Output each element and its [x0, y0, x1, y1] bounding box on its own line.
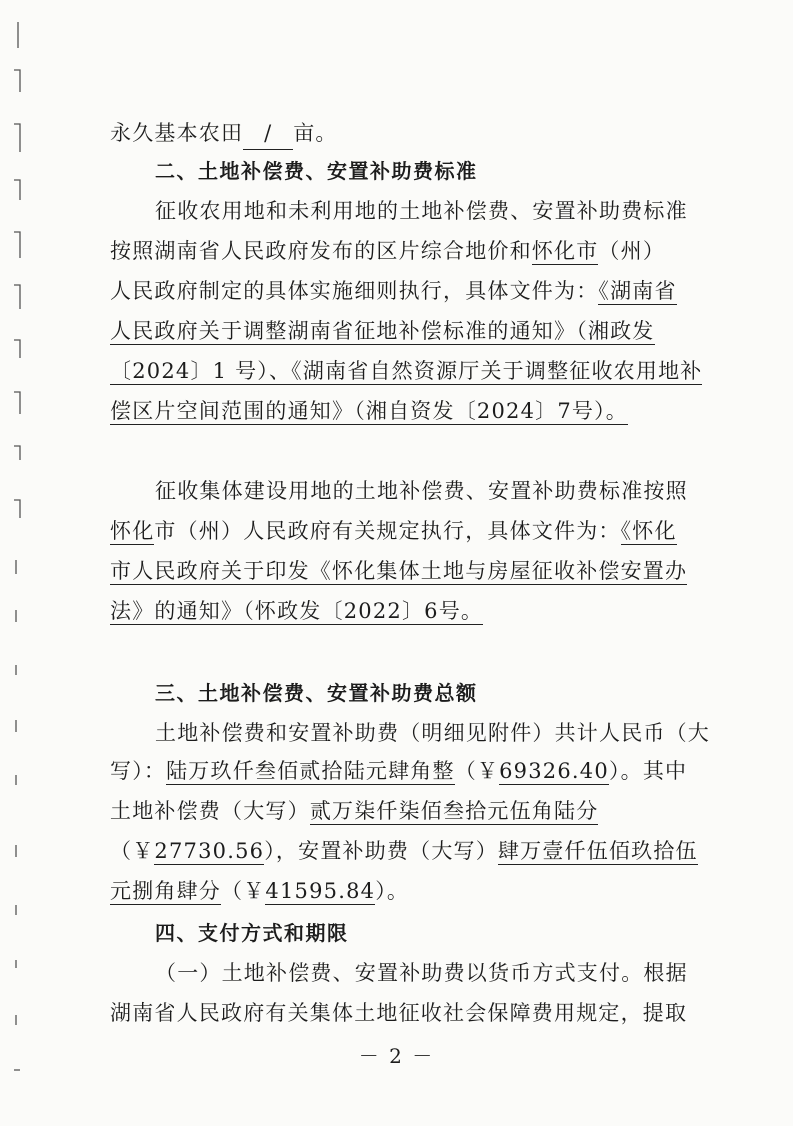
underlined-text: 《湖南省: [598, 279, 677, 303]
binding-marks-graphic: [0, 0, 40, 1122]
text-segment: （州）: [598, 239, 666, 263]
underlined-text: 人民政府关于调整湖南省征地补偿标准的通知》（湘政发: [110, 319, 655, 343]
underlined-text: 怀化: [110, 519, 155, 543]
text-line: [110, 118, 338, 148]
text-line: [110, 236, 665, 266]
text-segment: （￥: [110, 839, 155, 863]
text-segment: 土地补偿费（大写）: [110, 799, 310, 823]
amount-in-words: 元捌角肆分: [110, 879, 221, 903]
text-segment: 市（州）人民政府有关规定执行，具体文件为：: [154, 519, 621, 543]
section-heading: 三、土地补偿费、安置补助费总额: [155, 681, 478, 705]
text-segment: ）。其中: [608, 759, 688, 783]
text-line: [110, 756, 687, 786]
text-segment: （￥: [221, 879, 266, 903]
text-segment: ）。: [375, 879, 410, 903]
underlined-text: 怀化市: [531, 239, 599, 263]
text-line: [110, 556, 687, 586]
text-line: [110, 356, 702, 386]
amount-figure: 41595.84: [265, 879, 376, 903]
text-segment: ），安置补助费（大写）: [264, 839, 498, 863]
text-line: （一）土地补偿费、安置补助费以货币方式支付。根据: [155, 961, 688, 985]
page-number: － 2 －: [358, 1044, 435, 1068]
text-line: [110, 796, 598, 826]
text-line: [110, 276, 677, 306]
text-line: [110, 396, 628, 426]
text-line: [110, 836, 698, 866]
text-segment: 亩。: [293, 121, 338, 145]
binding-marks: [0, 0, 40, 1122]
text-line: [110, 876, 409, 906]
text-line: [110, 596, 483, 626]
section-heading: 二、土地补偿费、安置补助费标准: [155, 159, 478, 183]
text-line: [110, 516, 677, 546]
text-line: 土地补偿费和安置补助费（明细见附件）共计人民币（大: [155, 721, 710, 745]
text-segment: 永久基本农田: [110, 121, 244, 145]
underlined-text: 法》的通知》（怀政发〔2022〕6号。: [110, 599, 484, 623]
underlined-text: 《怀化: [620, 519, 677, 543]
amount-figure: 69326.40: [499, 759, 609, 783]
underlined-text: 市人民政府关于印发《怀化集体土地与房屋征收补偿安置办: [110, 559, 688, 583]
text-segment: （￥: [454, 759, 500, 783]
amount-in-words: 肆万壹仟伍佰玖拾伍: [497, 839, 698, 863]
text-segment: 人民政府制定的具体实施细则执行，具体文件为：: [110, 279, 599, 303]
text-line: [110, 316, 655, 346]
amount-in-words: 陆万玖仟叁佰贰拾陆元肆角整: [166, 759, 455, 783]
amount-in-words: 贰万柒仟柒佰叁拾元伍角陆分: [309, 799, 599, 823]
blank-field: /: [243, 118, 293, 150]
text-segment: 写）：: [110, 759, 167, 783]
underlined-text: 偿区片空间范围的通知》（湘自资发〔2024〕7号）。: [110, 399, 629, 423]
amount-figure: 27730.56: [154, 839, 265, 863]
text-line: 征收农用地和未利用地的土地补偿费、安置补助费标准: [155, 199, 688, 223]
text-line: 征收集体建设用地的土地补偿费、安置补助费标准按照: [155, 479, 688, 503]
text-line: 湖南省人民政府有关集体土地征收社会保障费用规定，提取: [110, 1001, 688, 1025]
text-segment: 按照湖南省人民政府发布的区片综合地价和: [110, 239, 532, 263]
section-heading: 四、支付方式和期限: [155, 921, 349, 945]
underlined-text: 〔2024〕1 号）、《湖南省自然资源厅关于调整征收农用地补: [110, 359, 703, 383]
